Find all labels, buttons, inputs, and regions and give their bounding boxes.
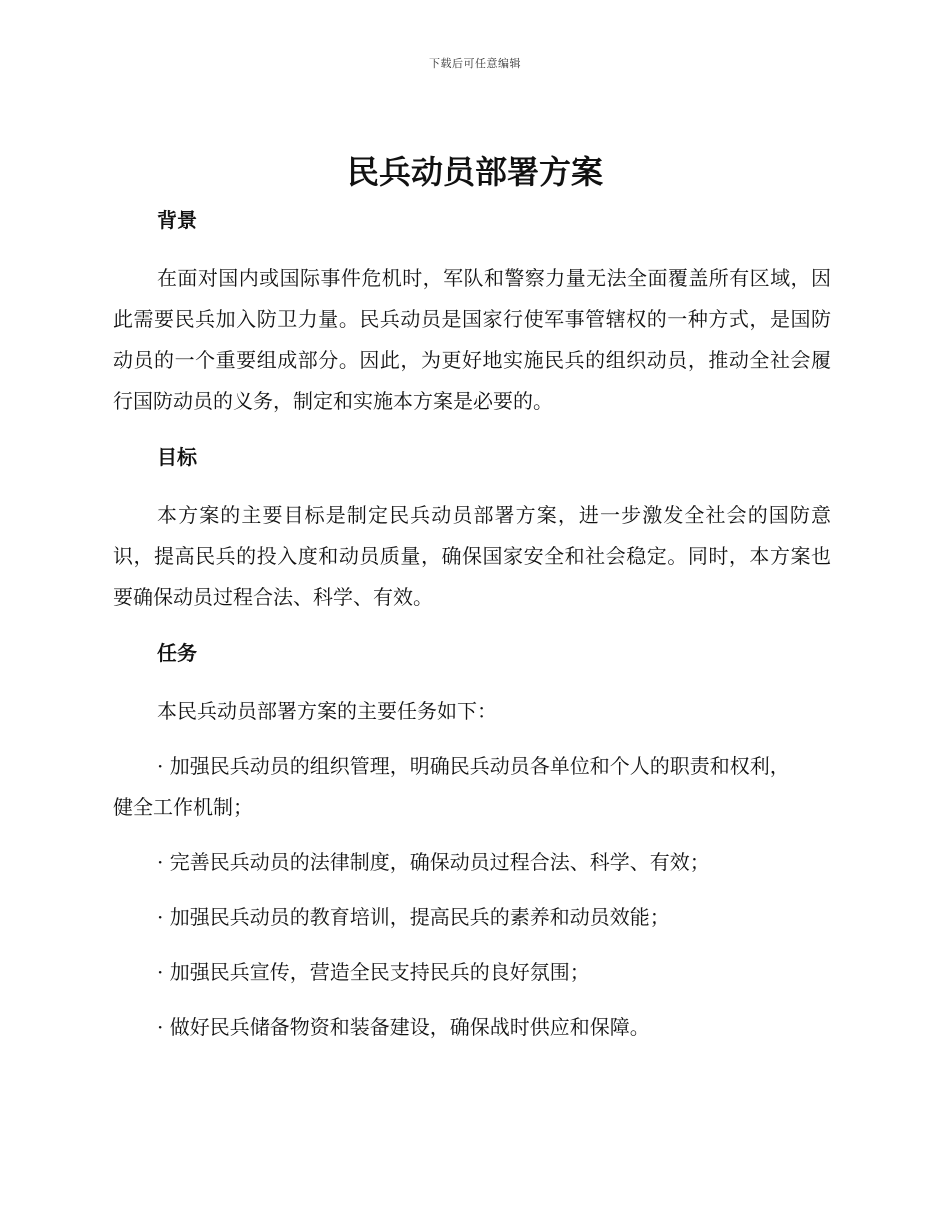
document-title: 民兵动员部署方案 — [346, 153, 603, 191]
task-list-item: · 加强民兵动员的教育培训，提高民兵的素养和动员效能； — [157, 905, 670, 929]
task-list-item: · 加强民兵动员的组织管理，明确民兵动员各单位和个人的职责和权利，健全工作机制； — [113, 754, 790, 819]
paragraph-goal: 本方案的主要目标是制定民兵动员部署方案，进一步激发全社会的国防意识，提高民兵的投入度和动员质量，确保国家安全和社会稳定。同时，本方案也要确保动员过程合法、科学、有效。 — [113, 503, 831, 609]
task-list-item: · 做好民兵储备物资和装备建设，确保战时供应和保障。 — [157, 1015, 650, 1039]
page-header-note: 下载后可任意编辑 — [429, 57, 521, 70]
task-list-item: · 加强民兵宣传，营造全民支持民兵的良好氛围； — [157, 960, 590, 984]
paragraph-tasks-intro: 本民兵动员部署方案的主要任务如下： — [157, 699, 497, 723]
section-heading-tasks: 任务 — [157, 641, 197, 665]
paragraph-background: 在面对国内或国际事件危机时，军队和警察力量无法全面覆盖所有区域，因此需要民兵加入防卫力量。民兵动员是国家行使军事管辖权的一种方式，是国防动员的一个重要组成部分。因此，为更好地实施民兵的组织动员，推动全社会履行国防动员的义务，制定和实施本方案是必要的。 — [113, 266, 831, 413]
task-list-item: · 完善民兵动员的法律制度，确保动员过程合法、科学、有效； — [157, 850, 710, 874]
section-heading-goal: 目标 — [157, 445, 197, 469]
section-heading-background: 背景 — [157, 208, 197, 232]
document-body — [113, 200, 831, 1048]
